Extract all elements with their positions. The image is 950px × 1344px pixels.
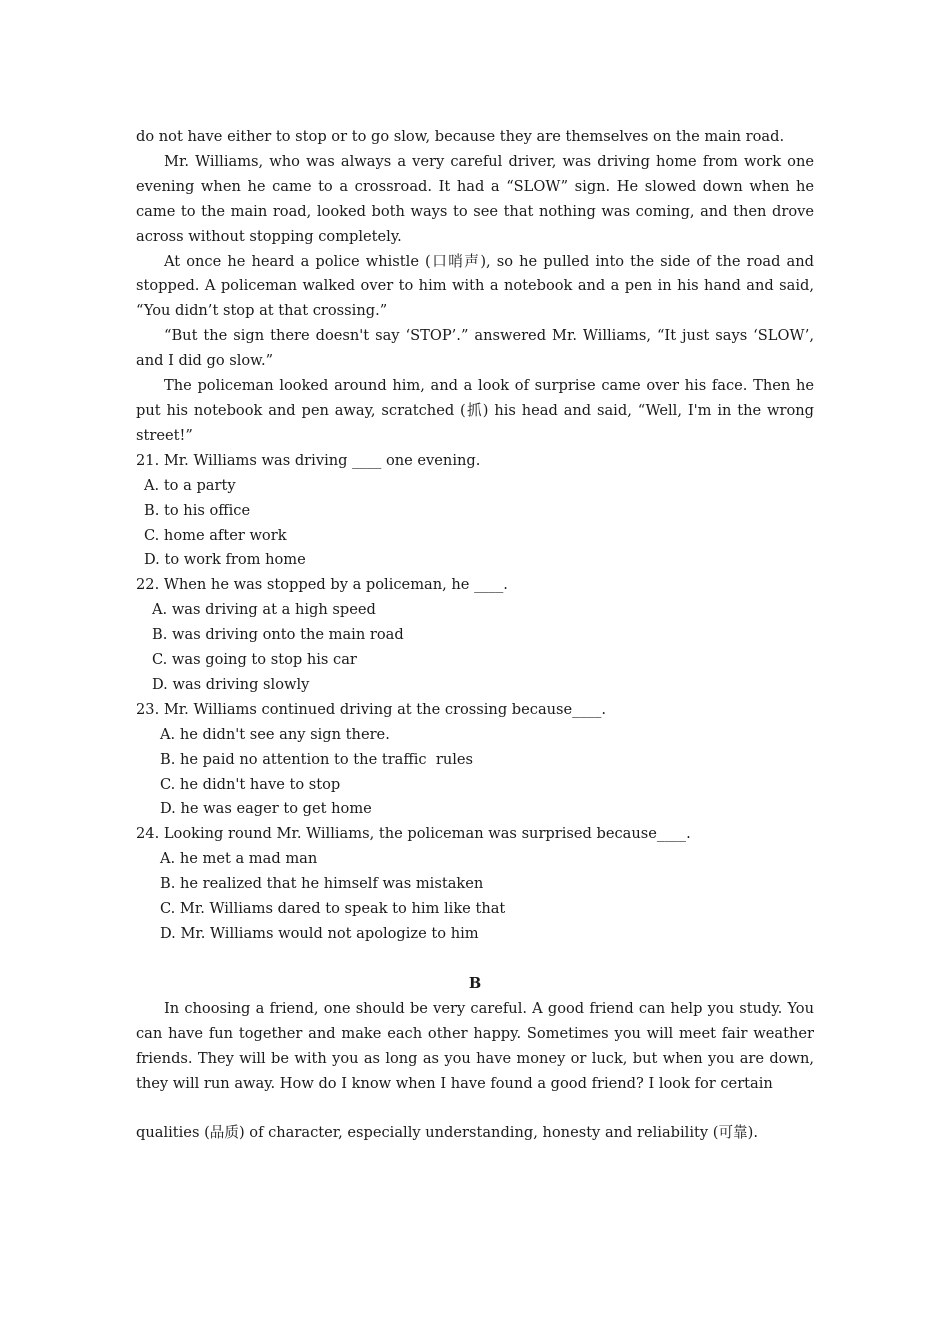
question-24 bbox=[136, 822, 814, 947]
option-a: A. he didn't see any sign there. bbox=[160, 725, 390, 743]
page-break-gap bbox=[136, 1096, 814, 1121]
passage-a-paragraph-4: The policeman looked around him, and a look of surprise came over his face. Then he put his notebook and pen away, scratched (抓) his head and said, “Well, I'm in the wrong street!” bbox=[136, 377, 814, 444]
option-a: A. to a party bbox=[144, 476, 236, 494]
option-b: B. he realized that he himself was mistaken bbox=[160, 875, 484, 893]
passage-a-paragraph-1: Mr. Williams, who was always a very careful driver, was driving home from work one evening when he came to a crossroad. It had a “SLOW” sign. He slowed down when he came to the main road, looked both ways to see that nothing was coming, and then drove across without stopping completely. bbox=[136, 152, 814, 245]
question-23 bbox=[136, 698, 814, 823]
document-page bbox=[136, 125, 814, 1146]
question-stem: 21. Mr. Williams was driving ____ one evening. bbox=[136, 451, 481, 469]
option-d: D. was driving slowly bbox=[152, 675, 310, 693]
question-stem: 24. Looking round Mr. Williams, the policeman was surprised because____. bbox=[136, 825, 691, 843]
option-c: C. home after work bbox=[144, 526, 287, 544]
option-c: C. Mr. Williams dared to speak to him like that bbox=[160, 900, 506, 918]
question-stem: 23. Mr. Williams continued driving at the crossing because____. bbox=[136, 700, 607, 718]
question-stem: 22. When he was stopped by a policeman, he ____. bbox=[136, 576, 508, 594]
section-b-paragraph-2: qualities (品质) of character, especially understanding, honesty and reliability (可靠). bbox=[136, 1124, 758, 1142]
option-a: A. he met a mad man bbox=[160, 850, 318, 868]
question-22 bbox=[136, 573, 814, 698]
option-b: B. was driving onto the main road bbox=[152, 626, 404, 644]
option-c: C. was going to stop his car bbox=[152, 651, 357, 669]
section-b-paragraph-1: In choosing a friend, one should be very careful. A good friend can help you study. You can have fun together and make each other happy. Sometimes you will meet fair weather friends. They will be with you as long as you have money or luck, but when you are down, they will run away. How do I know when I have found a good friend? I look for certain bbox=[136, 999, 814, 1092]
option-b: B. to his office bbox=[144, 501, 251, 519]
passage-a-paragraph-3: “But the sign there doesn't say ‘STOP’.” answered Mr. Williams, “It just says ‘SLOW’, and I did go slow.” bbox=[136, 327, 814, 370]
section-b-heading: B bbox=[468, 974, 482, 992]
option-d: D. to work from home bbox=[144, 551, 306, 569]
passage-a-paragraph-2: At once he heard a police whistle (口哨声), so he pulled into the side of the road and stopped. A policeman walked over to him with a notebook and a pen in his hand and said, “You didn’t stop at that crossing.” bbox=[136, 252, 814, 320]
option-d: D. he was eager to get home bbox=[160, 800, 372, 818]
option-c: C. he didn't have to stop bbox=[160, 775, 341, 793]
option-a: A. was driving at a high speed bbox=[152, 601, 376, 619]
option-b: B. he paid no attention to the traffic rules bbox=[160, 750, 474, 768]
passage-a-paragraph-0: do not have either to stop or to go slow, because they are themselves on the main road. bbox=[136, 128, 785, 145]
question-21 bbox=[136, 449, 814, 574]
option-d: D. Mr. Williams would not apologize to him bbox=[160, 925, 479, 942]
